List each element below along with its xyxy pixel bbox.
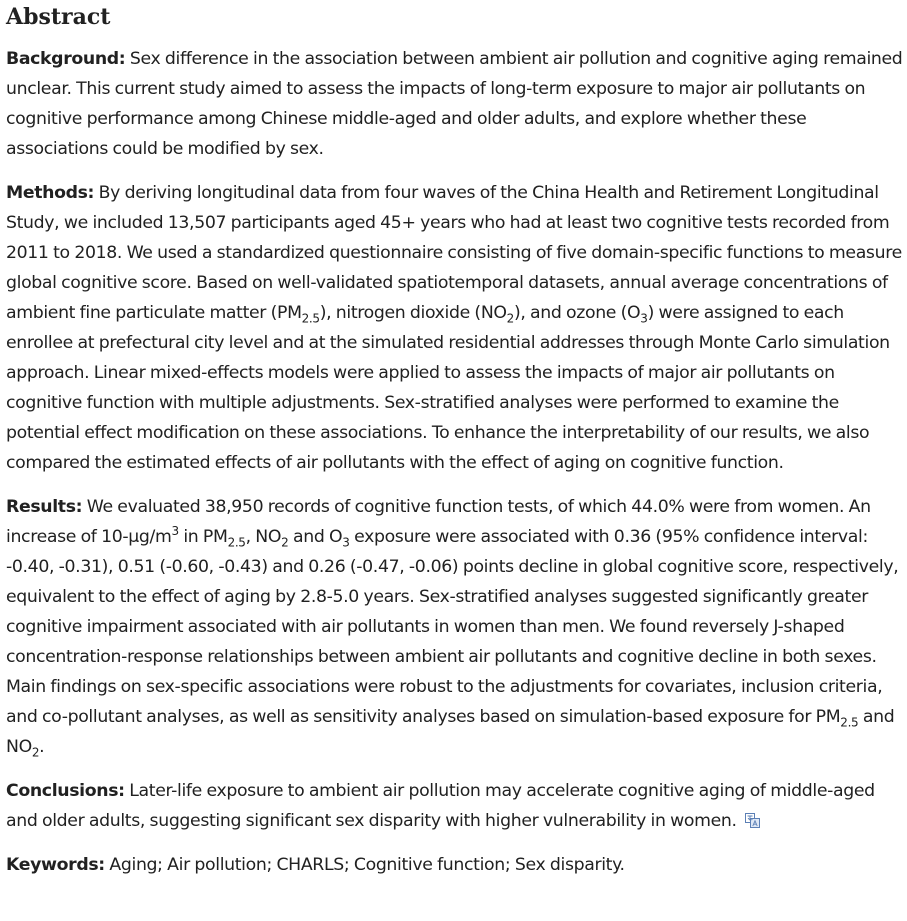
methods-sub-no2: 2 [506, 311, 514, 326]
results-label: Results: [6, 497, 83, 517]
results-sub-no2: 2 [281, 535, 289, 550]
methods-paragraph [6, 178, 904, 478]
results-paragraph [6, 492, 904, 762]
methods-text-2: ), nitrogen dioxide (NO [319, 303, 507, 323]
keywords-label: Keywords: [6, 855, 105, 875]
methods-sub-o3: 3 [640, 311, 648, 326]
background-paragraph [6, 44, 904, 164]
background-text: Sex difference in the association between ambient air pollution and cognitive aging remained unclear. This current study aimed to assess the impacts of long-term exposure to major air pollutants on cognitive performance among Chinese middle-aged and older adults, and explore whether these associations could be modified by sex. [6, 49, 903, 159]
results-sup-m3: 3 [171, 524, 179, 539]
conclusions-paragraph [6, 776, 904, 836]
results-sub-pm25-2: 2.5 [840, 715, 859, 730]
results-text-6: and NO [6, 707, 895, 757]
abstract-heading: Abstract [6, 4, 111, 30]
results-text-1: We evaluated 38,950 records of cognitive function tests, of which 44.0% were from women. An increase of 10-μg/m [6, 497, 871, 547]
results-sub-no2-2: 2 [31, 745, 40, 760]
conclusions-text: Later-life exposure to ambient air pollution may accelerate cognitive aging of middle-aged and older adults, suggesting significant sex disparity with higher vulnerability in women. [6, 781, 875, 831]
results-text-7: . [39, 737, 45, 757]
methods-text-4: ) were assigned to each enrollee at prefectural city level and at the simulated residential addresses through Monte Carlo simulation approach. Linear mixed-effects models were applied to assess the impacts of major air pollutants on cognitive function with multiple adjustments. Sex-stratified analyses were performed to examine the potential effect modification on these associations. To enhance the interpretability of our results, we also compared the estimated effects of air pollutants with the effect of aging on cognitive function. [6, 303, 890, 473]
methods-text-1: By deriving longitudinal data from four waves of the China Health and Retirement Longitudinal Study, we included 13,507 participants aged 45+ years who had at least two cognitive tests recorded from 2011 to 2018. We used a standardized questionnaire consisting of five domain-specific functions to measure global cognitive score. Based on well-validated spatiotemporal datasets, annual average concentrations of ambient fine particulate matter (PM [6, 183, 902, 323]
results-text-3: , NO [245, 527, 282, 547]
results-text-2: in PM [178, 527, 228, 547]
results-text-4: and O [288, 527, 343, 547]
methods-label: Methods: [6, 183, 95, 203]
keywords-text: Aging; Air pollution; CHARLS; Cognitive function; Sex disparity. [104, 855, 625, 875]
keywords-paragraph [6, 850, 904, 880]
conclusions-label: Conclusions: [6, 781, 125, 801]
background-label: Background: [6, 49, 126, 69]
translate-icon[interactable] [745, 808, 760, 823]
results-sub-o3: 3 [342, 535, 350, 550]
results-text-5: exposure were associated with 0.36 (95% confidence interval: -0.40, -0.31), 0.51 (-0.60, -0.43) and 0.26 (-0.47, -0.06) points decline in global cognitive score, respectively, equivalent to the effect of aging by 2.8-5.0 years. Sex-stratified analyses suggested significantly greater cognitive impairment associated with air pollutants in women than men. We found reversely J-shaped concentration-response relationships between ambient air pollutants and cognitive decline in both sexes. Main findings on sex-specific associations were robust to the adjustments for covariates, inclusion criteria, and co-pollutant analyses, as well as sensitivity analyses based on simulation-based exposure for PM [6, 527, 899, 727]
abstract-container [6, 0, 904, 894]
results-sub-pm25: 2.5 [227, 535, 246, 550]
methods-text-3: ), and ozone (O [513, 303, 641, 323]
methods-sub-pm25: 2.5 [301, 311, 320, 326]
